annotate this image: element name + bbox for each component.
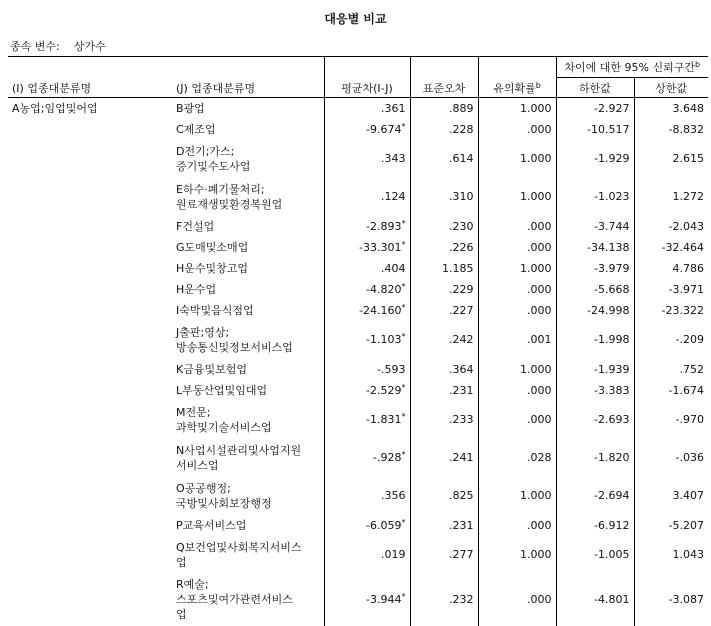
upper-bound-cell: -2.043 [634, 216, 708, 237]
significance-star: * [401, 281, 406, 291]
group-j-cell [172, 237, 324, 258]
sig-cell: .000 [478, 515, 556, 536]
group-j-cell [172, 515, 324, 536]
mean-diff-cell [324, 119, 410, 140]
group-j-line: 방송통신및정보서비스업 [176, 340, 293, 354]
group-j-cell [172, 178, 324, 216]
lower-bound-cell: -5.668 [556, 279, 634, 300]
col-header-mean-diff: 평균차(I-J) [324, 78, 410, 98]
header-spacer [172, 57, 324, 78]
group-j-line: H운수및창고업 [176, 261, 249, 275]
mean-diff-value: .361 [381, 101, 406, 115]
significance-star: * [401, 302, 406, 312]
upper-bound-cell: -.970 [634, 401, 708, 439]
mean-diff-cell [324, 300, 410, 321]
upper-bound-cell: -1.674 [634, 380, 708, 401]
std-err-cell: .226 [410, 237, 478, 258]
group-j-cell [172, 258, 324, 279]
mean-diff-value: .343 [381, 152, 406, 165]
group-j-cell [172, 321, 324, 359]
lower-bound-cell: -1.929 [556, 140, 634, 178]
dependent-variable-value: 상가수 [73, 40, 106, 53]
sig-cell: 1.000 [478, 258, 556, 279]
mean-diff-value: -3.944 [366, 593, 402, 606]
group-j-cell [172, 536, 324, 574]
std-err-cell: .310 [410, 178, 478, 216]
mean-diff-value: -33.301 [359, 240, 402, 254]
lower-bound-cell: -3.744 [556, 216, 634, 237]
group-j-line: M전문; [176, 405, 211, 419]
group-j-line: P교육서비스업 [176, 518, 247, 532]
mean-diff-cell [324, 359, 410, 380]
lower-bound-cell: -6.912 [556, 515, 634, 536]
group-j-cell [172, 574, 324, 626]
std-err-cell: .241 [410, 439, 478, 477]
group-j-line: G도매및소매업 [176, 240, 249, 254]
mean-diff-value: .124 [381, 190, 406, 203]
group-j-line: H운수업 [176, 282, 217, 296]
std-err-cell: 1.185 [410, 258, 478, 279]
lower-bound-cell: -2.927 [556, 98, 634, 119]
group-j-line: K금융및보험업 [176, 362, 247, 376]
std-err-cell: .231 [410, 515, 478, 536]
sig-cell: 1.000 [478, 477, 556, 515]
mean-diff-cell [324, 258, 410, 279]
std-err-cell: .227 [410, 300, 478, 321]
header-row-1 [8, 57, 708, 78]
group-j-cell [172, 140, 324, 178]
sig-cell: .000 [478, 237, 556, 258]
group-j-cell [172, 216, 324, 237]
pairwise-comparison-table [8, 56, 708, 626]
upper-bound-cell: .752 [634, 359, 708, 380]
upper-bound-cell: -5.207 [634, 515, 708, 536]
group-j-cell [172, 477, 324, 515]
upper-bound-cell: -3.971 [634, 279, 708, 300]
sig-cell: 1.000 [478, 359, 556, 380]
sig-cell: .000 [478, 119, 556, 140]
lower-bound-cell: -1.998 [556, 321, 634, 359]
group-j-cell [172, 380, 324, 401]
lower-bound-cell: -4.801 [556, 574, 634, 626]
significance-star: * [401, 332, 406, 341]
upper-bound-cell: -3.087 [634, 574, 708, 626]
significance-star: * [401, 592, 406, 601]
mean-diff-value: .019 [381, 548, 406, 561]
mean-diff-value: -6.059 [366, 518, 402, 532]
mean-diff-value: -.593 [377, 362, 406, 376]
mean-diff-cell [324, 574, 410, 626]
col-header-lower: 하한값 [556, 78, 634, 98]
sig-cell: 1.000 [478, 178, 556, 216]
group-j-line: C제조업 [176, 122, 216, 136]
mean-diff-value: -2.893 [366, 219, 402, 233]
group-j-cell [172, 401, 324, 439]
sig-cell: .000 [478, 216, 556, 237]
dependent-variable-label: 종속 변수: [10, 40, 60, 53]
mean-diff-cell [324, 178, 410, 216]
significance-star: * [401, 412, 406, 421]
group-j-line: D전기;가스; [176, 144, 235, 158]
mean-diff-cell [324, 98, 410, 119]
mean-diff-cell [324, 401, 410, 439]
lower-bound-cell: -34.138 [556, 237, 634, 258]
upper-bound-cell: -.036 [634, 439, 708, 477]
significance-star: * [401, 218, 406, 228]
std-err-cell: .614 [410, 140, 478, 178]
lower-bound-cell: -2.693 [556, 401, 634, 439]
std-err-cell: .231 [410, 380, 478, 401]
mean-diff-value: .404 [381, 261, 406, 275]
std-err-cell: .229 [410, 279, 478, 300]
sig-cell: 1.000 [478, 98, 556, 119]
col-header-j: (J) 업종대분류명 [172, 78, 324, 98]
upper-bound-cell: 3.407 [634, 477, 708, 515]
mean-diff-value: .356 [381, 489, 406, 502]
header-spacer [8, 57, 172, 78]
sig-cell: 1.000 [478, 140, 556, 178]
lower-bound-cell: -3.979 [556, 258, 634, 279]
lower-bound-cell: -1.939 [556, 359, 634, 380]
comparison-rows [8, 98, 708, 626]
std-err-cell: .242 [410, 321, 478, 359]
sig-cell: .000 [478, 574, 556, 626]
std-err-cell: .233 [410, 401, 478, 439]
std-err-cell: .277 [410, 536, 478, 574]
mean-diff-value: -2.529 [366, 383, 402, 397]
group-j-line: 스포츠및여가관련서비스 [176, 593, 293, 606]
mean-diff-cell [324, 321, 410, 359]
upper-bound-cell: 1.043 [634, 536, 708, 574]
upper-bound-cell: 4.786 [634, 258, 708, 279]
sig-cell: .028 [478, 439, 556, 477]
group-j-cell [172, 119, 324, 140]
sig-cell: .000 [478, 279, 556, 300]
group-j-line: O공공행정; [176, 481, 231, 495]
lower-bound-cell: -10.517 [556, 119, 634, 140]
significance-star: * [401, 382, 406, 392]
ci-header: 차이에 대한 95% 신뢰구간$^b$ [556, 57, 708, 78]
mean-diff-cell [324, 140, 410, 178]
sig-cell: .000 [478, 300, 556, 321]
group-j-line: J출판;영상; [176, 325, 230, 339]
sig-cell: .001 [478, 321, 556, 359]
col-header-i: (I) 업종대분류명 [8, 78, 172, 98]
mean-diff-value: -.928 [373, 451, 402, 464]
group-j-line: 원료재생및환경복원업 [176, 197, 283, 211]
std-err-cell: .889 [410, 98, 478, 119]
group-j-line: 과학및기술서비스업 [176, 420, 272, 434]
lower-bound-cell: -1.005 [556, 536, 634, 574]
lower-bound-cell: -24.998 [556, 300, 634, 321]
significance-star: * [401, 121, 406, 131]
mean-diff-cell [324, 515, 410, 536]
group-j-cell [172, 439, 324, 477]
significance-star: * [401, 517, 406, 527]
mean-diff-value: -1.103 [366, 333, 402, 346]
group-j-line: I숙박및음식점업 [176, 303, 254, 317]
header-spacer [478, 57, 556, 78]
mean-diff-cell [324, 439, 410, 477]
significance-star: * [401, 450, 406, 459]
header-spacer [410, 57, 478, 78]
mean-diff-cell [324, 279, 410, 300]
mean-diff-cell [324, 477, 410, 515]
sig-cell: .000 [478, 380, 556, 401]
sig-cell: 1.000 [478, 536, 556, 574]
mean-diff-value: -1.831 [366, 413, 402, 426]
std-err-cell: .364 [410, 359, 478, 380]
group-j-line: 국방및사회보장행정 [176, 496, 272, 510]
group-j-line: Q보건업및사회복지서비스 [176, 540, 302, 554]
group-j-line: L부동산업및임대업 [176, 383, 268, 397]
group-j-line: E하수·폐기물처리; [176, 182, 265, 196]
mean-diff-cell [324, 216, 410, 237]
group-j-line: 증기및수도사업 [176, 159, 251, 173]
group-j-line: R예술; [176, 578, 209, 591]
mean-diff-cell [324, 536, 410, 574]
mean-diff-value: -24.160 [359, 303, 402, 317]
lower-bound-cell: -2.694 [556, 477, 634, 515]
std-err-cell: .228 [410, 119, 478, 140]
upper-bound-cell: 3.648 [634, 98, 708, 119]
group-j-line: F건설업 [176, 219, 215, 233]
upper-bound-cell: 1.272 [634, 178, 708, 216]
upper-bound-cell: -8.832 [634, 119, 708, 140]
col-header-upper: 상한값 [634, 78, 708, 98]
std-err-cell: .825 [410, 477, 478, 515]
mean-diff-value: -9.674 [366, 122, 402, 136]
sig-cell: .000 [478, 401, 556, 439]
table-row [8, 98, 708, 119]
mean-diff-cell [324, 380, 410, 401]
lower-bound-cell: -3.383 [556, 380, 634, 401]
group-i-cell: A농업;임업및어업 [12, 102, 98, 115]
header-spacer [324, 57, 410, 78]
col-header-std-err: 표준오차 [410, 78, 478, 98]
upper-bound-cell: 2.615 [634, 140, 708, 178]
mean-diff-cell [324, 237, 410, 258]
col-header-sig: 유의확률$^b$ [478, 78, 556, 98]
table-title: 대응별 비교 [324, 12, 387, 26]
group-j-cell [172, 300, 324, 321]
upper-bound-cell: -23.322 [634, 300, 708, 321]
lower-bound-cell: -1.023 [556, 178, 634, 216]
header-row-2 [8, 78, 708, 98]
significance-star: * [401, 239, 406, 249]
dependent-variable [10, 38, 106, 54]
group-j-line: 업 [176, 608, 187, 621]
group-j-cell [172, 359, 324, 380]
upper-bound-cell: -32.464 [634, 237, 708, 258]
lower-bound-cell: -1.820 [556, 439, 634, 477]
group-j-cell [172, 98, 324, 119]
group-j-line: 업 [176, 555, 187, 569]
mean-diff-value: -4.820 [366, 282, 402, 296]
group-j-line: 서비스업 [176, 458, 219, 472]
group-j-cell [172, 279, 324, 300]
upper-bound-cell: -.209 [634, 321, 708, 359]
std-err-cell: .232 [410, 574, 478, 626]
group-j-line: B광업 [176, 101, 205, 115]
std-err-cell: .230 [410, 216, 478, 237]
group-j-line: N사업시설관리및사업지원 [176, 443, 302, 457]
